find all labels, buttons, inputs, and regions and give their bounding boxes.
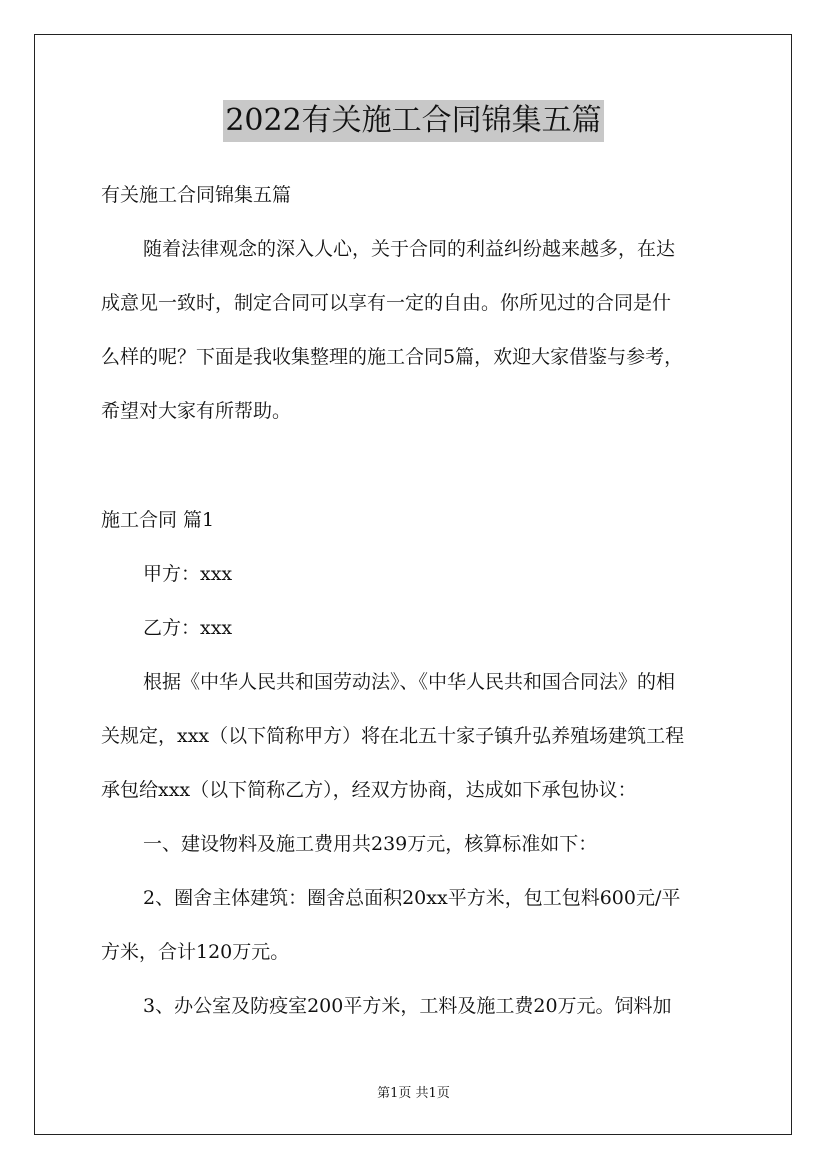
document-title: 2022有关施工合同锦集五篇 xyxy=(223,100,603,142)
intro-line: 随着法律观念的深入人心，关于合同的利益纠纷越来越多，在达 xyxy=(143,238,676,260)
body-line: 一、建设物料及施工费用共239万元，核算标准如下： xyxy=(143,833,598,855)
body-line: 根据《中华人民共和国劳动法》、《中华人民共和国合同法》的相 xyxy=(143,671,676,693)
intro-line: 成意见一致时，制定合同可以享有一定的自由。你所见过的合同是什 xyxy=(101,292,672,314)
document-title-wrap xyxy=(0,100,827,142)
body-line: 2、圈舍主体建筑：圈舍总面积20xx平方米，包工包料600元/平 xyxy=(143,887,681,909)
party-a: 甲方：xxx xyxy=(143,563,233,585)
body-line: 承包给xxx（以下简称乙方），经双方协商，达成如下承包协议： xyxy=(101,779,637,801)
section-heading: 施工合同 篇1 xyxy=(101,509,215,531)
intro-line: 么样的呢？下面是我收集整理的施工合同5篇，欢迎大家借鉴与参考， xyxy=(101,346,684,368)
party-b: 乙方：xxx xyxy=(143,617,233,639)
document-subtitle: 有关施工合同锦集五篇 xyxy=(101,184,292,206)
body-line: 3、办公室及防疫室200平方米，工料及施工费20万元。饲料加 xyxy=(143,995,672,1017)
body-line: 方米，合计120万元。 xyxy=(101,941,290,963)
page-footer: 第1页 共1页 xyxy=(377,1086,450,1101)
intro-line: 希望对大家有所帮助。 xyxy=(101,400,292,422)
body-line: 关规定，xxx（以下简称甲方）将在北五十家子镇升弘养殖场建筑工程 xyxy=(101,725,685,747)
